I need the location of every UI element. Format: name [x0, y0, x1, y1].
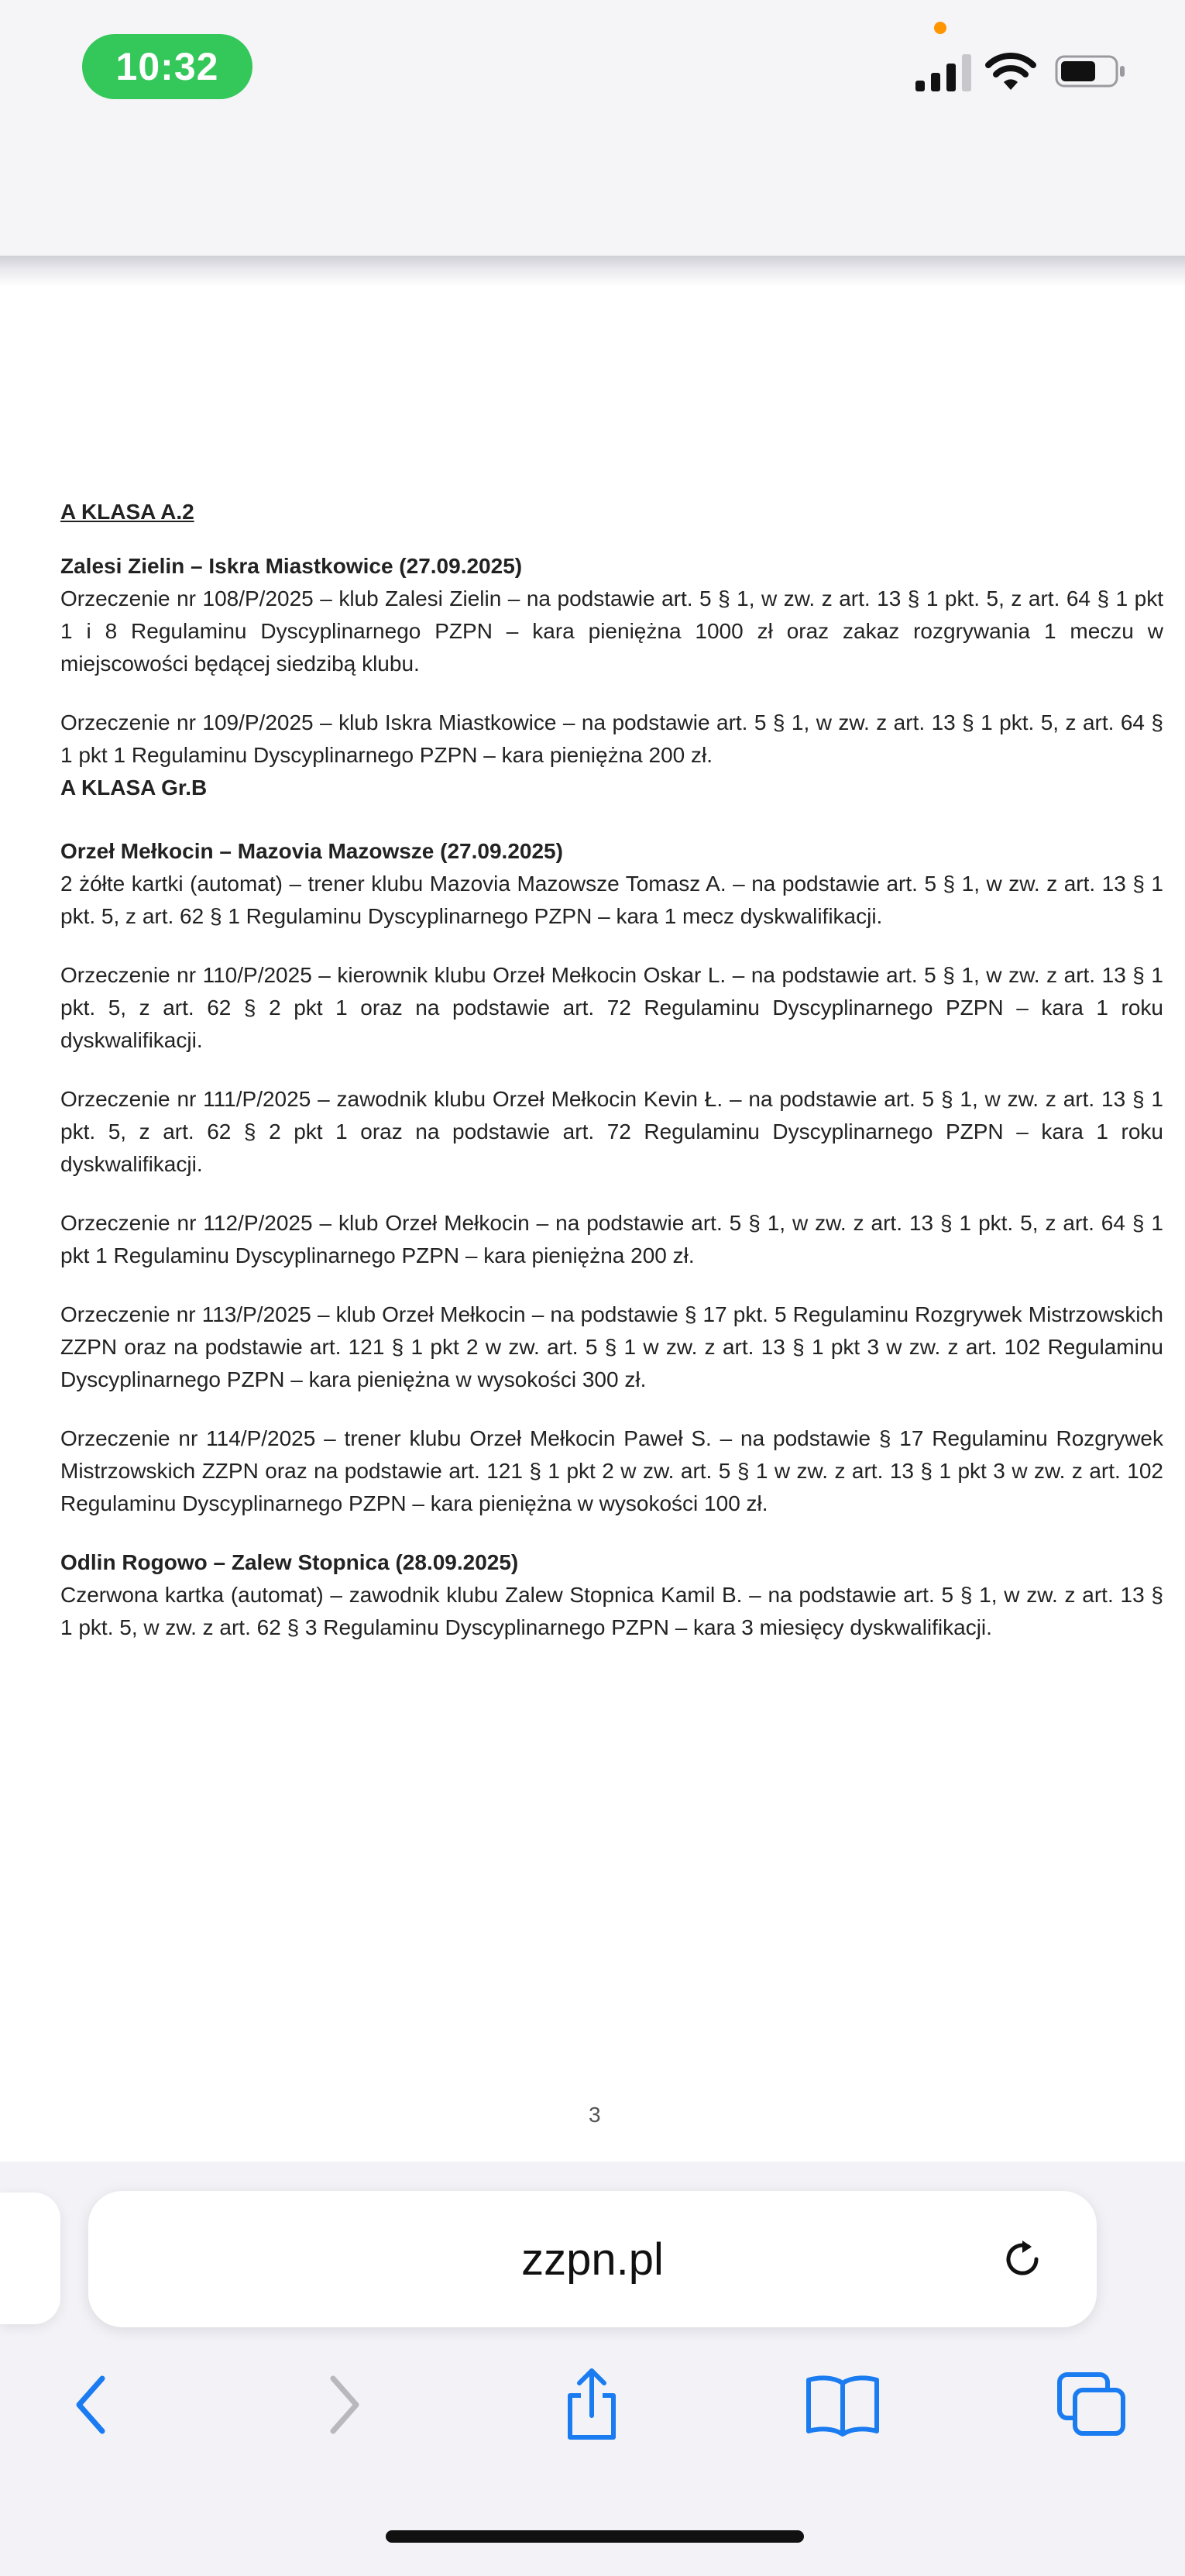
address-bar[interactable]	[88, 2191, 1097, 2327]
ruling-paragraph: Orzeczenie nr 109/P/2025 – klub Iskra Miastkowice – na podstawie art. 5 § 1, w zw. z art. 13 § 1 pkt. 5, z art. 64 § 1 pkt 1 Regulaminu Dyscyplinarnego PZPN – kara pieniężna 200 zł.	[60, 710, 1163, 767]
home-indicator	[386, 2530, 804, 2543]
ruling-paragraph: Orzeczenie nr 113/P/2025 – klub Orzeł Mełkocin – na podstawie § 17 pkt. 5 Regulaminu Rozgrywek Mistrzowskich ZZPN oraz na podstawie art. 121 § 1 pkt 2 w zw. art. 5 § 1 w zw. z art. 13 § 1 pkt 3 w zw. z art. 102 Regulaminu Dyscyplinarnego PZPN – kara pieniężna w wysokości 300 zł.	[60, 1302, 1163, 1391]
previous-tab-card[interactable]	[0, 2193, 60, 2324]
ruling-paragraph: Orzeczenie nr 114/P/2025 – trener klubu Orzeł Mełkocin Paweł S. – na podstawie § 17 Regulaminu Rozgrywek Mistrzowskich ZZPN oraz na podstawie art. 121 § 1 pkt 2 w zw. art. 5 § 1 w zw. z art. 13 § 1 pkt 3 w zw. z art. 102 Regulaminu Dyscyplinarnego PZPN – kara pieniężna w wysokości 100 zł.	[60, 1426, 1163, 1515]
bookmarks-button[interactable]	[802, 2368, 883, 2442]
browser-top-area	[0, 139, 1185, 256]
page-number: 3	[589, 2103, 601, 2127]
status-time[interactable]: 10:32	[82, 34, 252, 99]
share-icon	[559, 2368, 624, 2442]
battery-icon	[1055, 54, 1126, 88]
cellular-signal-icon	[914, 51, 976, 93]
url-text: zzpn.pl	[521, 2234, 664, 2285]
chevron-right-icon	[321, 2372, 367, 2437]
ruling-paragraph: Orzeczenie nr 108/P/2025 – klub Zalesi Zielin – na podstawie art. 5 § 1, w zw. z art. 13 § 1 pkt. 5, z art. 64 § 1 pkt 1 i 8 Regulaminu Dyscyplinarnego PZPN – kara pieniężna 1000 zł oraz zakaz rozgrywania 1 meczu w miejscowości będącej siedzibą klubu.	[60, 586, 1163, 676]
section-title: A KLASA Gr.B	[60, 776, 208, 800]
forward-button[interactable]	[307, 2368, 381, 2442]
status-bar	[0, 0, 1185, 139]
ruling-paragraph: Orzeczenie nr 112/P/2025 – klub Orzeł Mełkocin – na podstawie art. 5 § 1, w zw. z art. 13 § 1 pkt. 5, z art. 64 § 1 pkt 1 Regulaminu Dyscyplinarnego PZPN – kara pieniężna 200 zł.	[60, 1211, 1163, 1267]
ruling-paragraph: Czerwona kartka (automat) – zawodnik klubu Zalew Stopnica Kamil B. – na podstawie art. 5 § 1, w zw. z art. 13 § 1 pkt. 5, w zw. z art. 62 § 3 Regulaminu Dyscyplinarnego PZPN – kara 3 miesięcy dyskwalifikacji.	[60, 1583, 1163, 1639]
match-heading: Orzeł Mełkocin – Mazovia Mazowsze (27.09.2025)	[60, 839, 563, 863]
match-heading: Odlin Rogowo – Zalew Stopnica (28.09.2025)	[60, 1550, 519, 1574]
tabs-icon	[1055, 2370, 1129, 2440]
header-divider	[0, 256, 1185, 287]
privacy-indicator-dot	[934, 22, 946, 34]
book-icon	[804, 2372, 881, 2437]
section-title: A KLASA A.2	[60, 500, 194, 524]
tabs-button[interactable]	[1053, 2368, 1131, 2442]
back-button[interactable]	[54, 2368, 129, 2442]
chevron-left-icon	[68, 2372, 115, 2437]
ruling-paragraph: Orzeczenie nr 110/P/2025 – kierownik klubu Orzeł Mełkocin Oskar L. – na podstawie art. 5 § 1, w zw. z art. 13 § 1 pkt. 5, z art. 62 § 2 pkt 1 oraz na podstawie art. 72 Regulaminu Dyscyplinarnego PZPN – kara 1 roku dyskwalifikacji.	[60, 963, 1163, 1052]
ruling-paragraph: 2 żółte kartki (automat) – trener klubu Mazovia Mazowsze Tomasz A. – na podstawie art. 5 § 1, w zw. z art. 13 § 1 pkt. 5, z art. 62 § 1 Regulaminu Dyscyplinarnego PZPN – kara 1 mecz dyskwalifikacji.	[60, 872, 1163, 928]
match-heading: Zalesi Zielin – Iskra Miastkowice (27.09.2025)	[60, 554, 523, 578]
ruling-paragraph: Orzeczenie nr 111/P/2025 – zawodnik klubu Orzeł Mełkocin Kevin Ł. – na podstawie art. 5 § 1, w zw. z art. 13 § 1 pkt. 5, z art. 62 § 2 pkt 1 oraz na podstawie art. 72 Regulaminu Dyscyplinarnego PZPN – kara 1 roku dyskwalifikacji.	[60, 1087, 1163, 1176]
reload-icon[interactable]	[999, 2236, 1046, 2282]
wifi-icon	[984, 48, 1038, 93]
share-button[interactable]	[555, 2368, 629, 2442]
pdf-page-content	[60, 496, 1163, 1670]
